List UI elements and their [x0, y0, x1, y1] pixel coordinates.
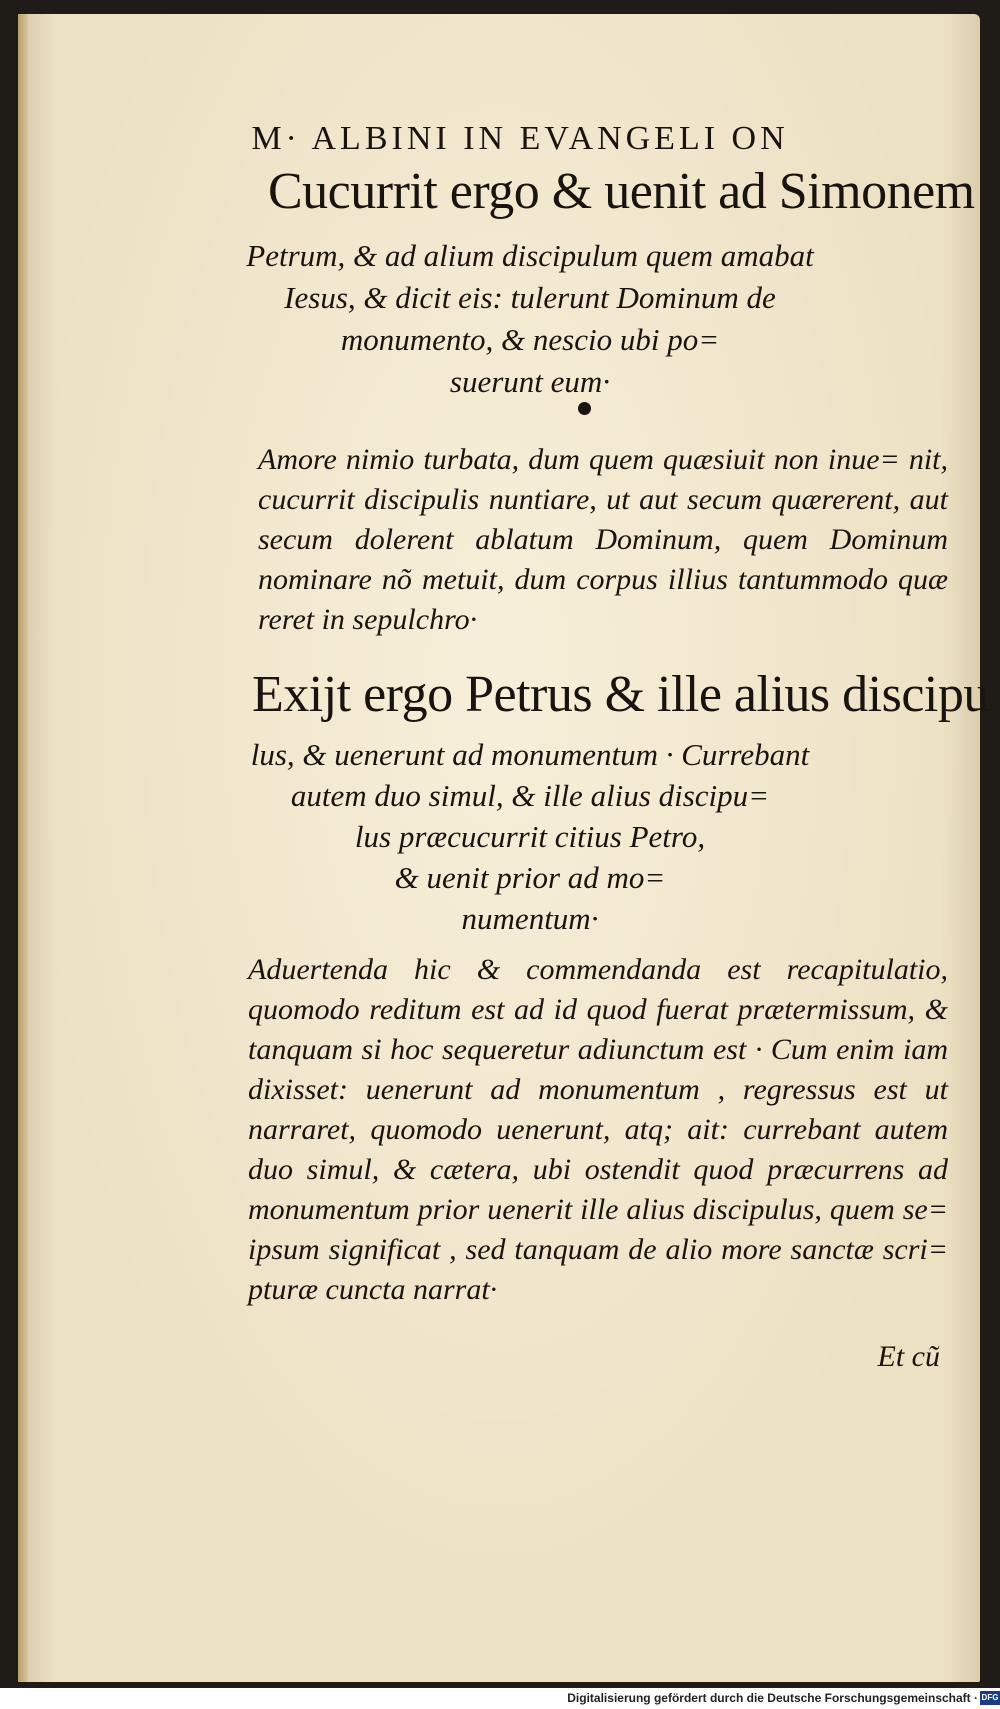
lemma-1-line: Iesus, & dicit eis: tulerunt Dominum de	[284, 280, 776, 315]
lemma-1-first-line: Cucurrit ergo & uenit ad Simonem	[268, 163, 975, 220]
lemma-2-line: & uenit prior ad mo=	[394, 860, 666, 895]
lemma-2-line: autem duo simul, & ille alius discipu=	[290, 778, 770, 813]
section-mark	[578, 402, 591, 415]
commentary-paragraph-1: Amore nimio turbata, dum quem quæsiuit non inue= nit, cucurrit discipulis nuntiare, ut aut secum quærerent, aut secum dolerent ablatum Dominum, quem Dominum nominare nõ metuit, dum corpus illius tantummodo quæ reret in sepulchro·	[258, 443, 948, 636]
lemma-2-line: numentum·	[461, 901, 599, 936]
lemma-1-line: Petrum, & ad alium discipulum quem amabat	[246, 238, 814, 273]
lemma-1-line: monumento, & nescio ubi po=	[340, 322, 720, 357]
lemma-2-line: lus, & uenerunt ad monumentum · Currebant	[250, 737, 810, 772]
lemma-2-line: lus præcucurrit citius Petro,	[354, 819, 706, 854]
lemma-2-first-line: Exijt ergo Petrus & ille alius discipu	[252, 666, 989, 723]
lemma-1-line: suerunt eum·	[449, 364, 611, 399]
commentary-paragraph-2: Aduertenda hic & commendanda est recapitulatio, quomodo reditum est ad id quod fuerat prætermissum, & tanquam si hoc sequeretur adiunctum est · Cum enim iam dixisset: uenerunt ad monumentum , regressus est ut narraret, quomodo uenerunt, atq; ait: currebant autem duo simul, & cætera, ubi ostendit quod præcurrens ad monumentum prior uenerit ille alius discipulus, quem se= ipsum significat , sed tanquam de alio more sanctæ scri= pturæ cuncta narrat·	[248, 953, 948, 1306]
funding-notice: Digitalisierung gefördert durch die Deutsche Forschungsgemeinschaft ·	[567, 1691, 978, 1705]
running-head: M· ALBINI IN EVANGELI ON	[251, 120, 789, 157]
catchword: Et cũ	[877, 1340, 940, 1373]
dfg-logo: DFG	[980, 1691, 1000, 1705]
digitization-footer	[0, 1688, 1000, 1709]
